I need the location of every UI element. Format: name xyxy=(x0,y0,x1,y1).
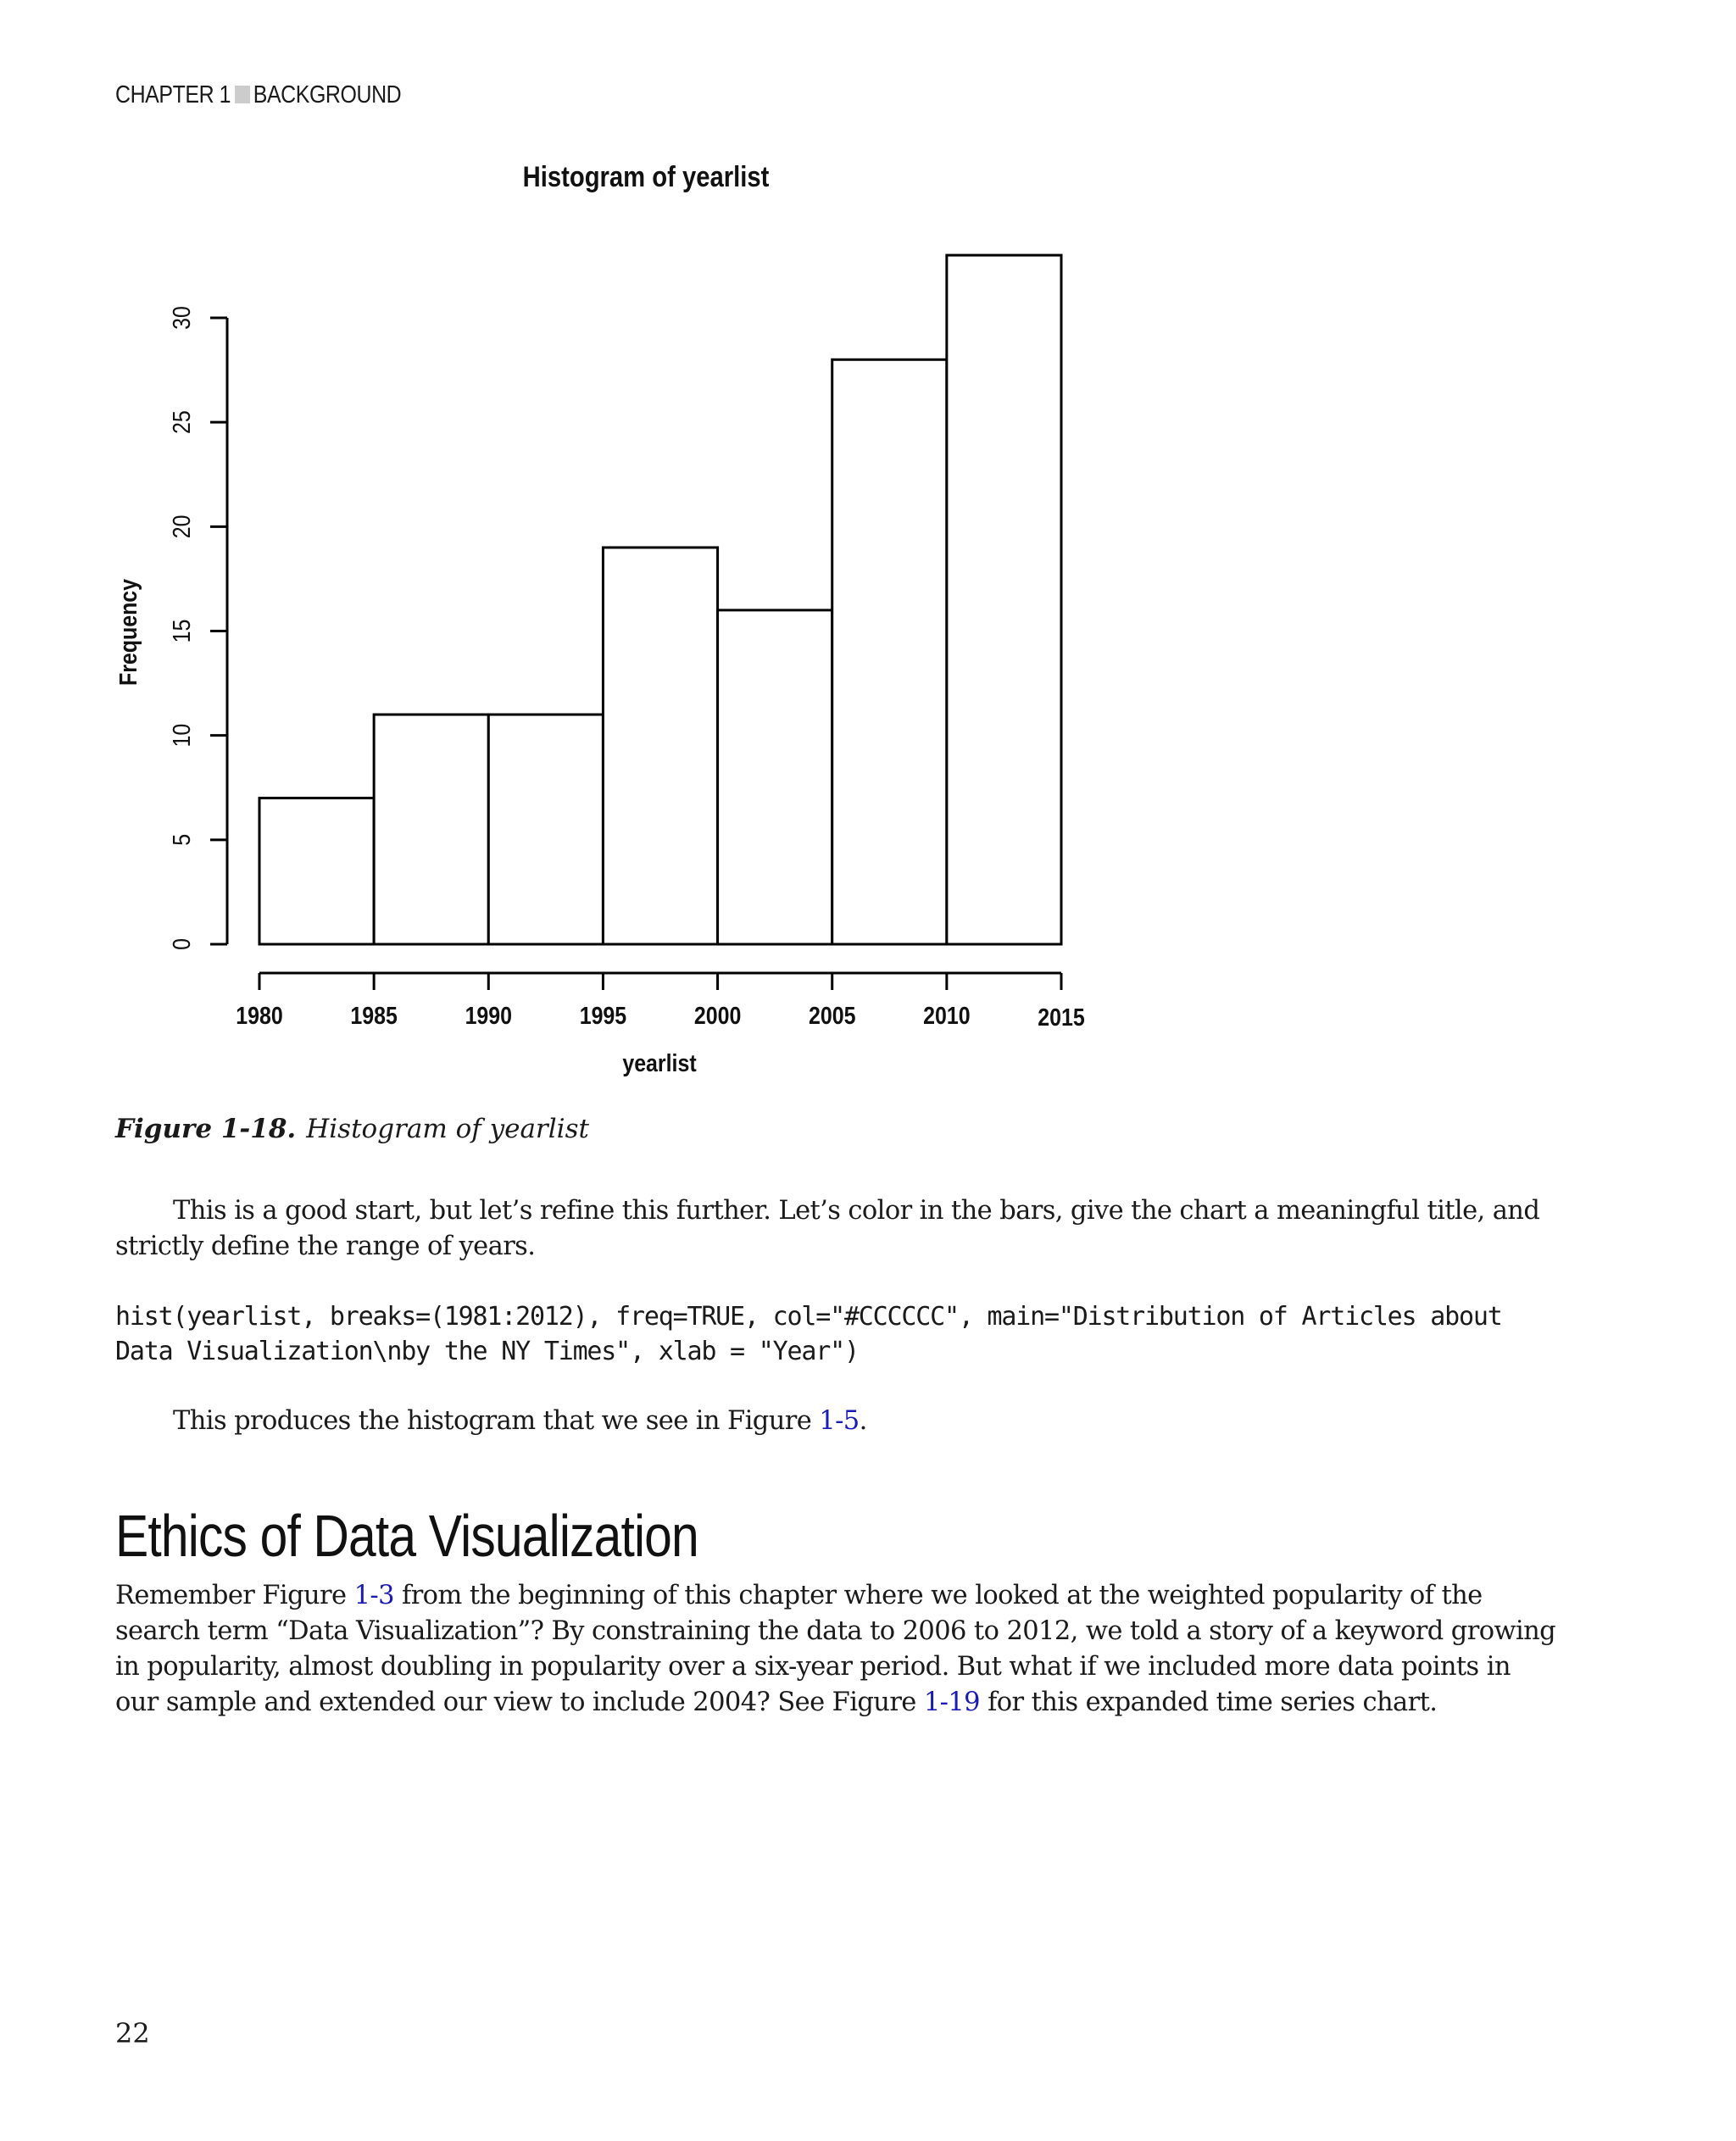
y-tick-label: 20 xyxy=(168,514,196,539)
chapter-label: CHAPTER 1 xyxy=(115,81,231,108)
x-tick-label: 1980 xyxy=(236,1002,283,1030)
section-label: BACKGROUND xyxy=(253,81,402,108)
figure-caption-text: Histogram of yearlist xyxy=(306,1114,589,1144)
y-tick-label: 10 xyxy=(168,723,196,748)
chart-title: Histogram of yearlist xyxy=(522,159,770,193)
code-line-1: hist(yearlist, breaks=(1981:2012), freq=TRUE, col="#CCCCCC", main="Distribution of Articles about xyxy=(115,1302,1502,1332)
y-tick-label: 5 xyxy=(168,833,196,846)
y-tick-label: 15 xyxy=(168,619,196,643)
histogram-bars xyxy=(259,255,1061,944)
y-tick-label: 0 xyxy=(168,938,196,950)
figure-link-1-19[interactable]: 1-19 xyxy=(923,1688,980,1717)
y-tick-label: 25 xyxy=(168,410,196,435)
x-tick-label: 2015 xyxy=(1038,1004,1085,1032)
x-tick-label: 2005 xyxy=(808,1002,856,1030)
histogram-bar xyxy=(718,610,832,944)
code-line-2: Data Visualization\nby the NY Times", xlab = "Year") xyxy=(115,1337,859,1366)
y-axis-label: Frequency xyxy=(114,578,142,687)
x-tick-label: 2000 xyxy=(693,1002,742,1030)
x-axis xyxy=(236,973,1084,1031)
paragraph-3-part-3: for this expanded time series chart. xyxy=(979,1688,1438,1717)
paragraph-2 xyxy=(115,1404,1556,1439)
histogram-bar xyxy=(259,798,374,944)
figure-link-1-3[interactable]: 1-3 xyxy=(353,1581,394,1610)
x-tick-label: 1985 xyxy=(350,1002,398,1030)
code-block xyxy=(115,1299,1502,1369)
y-tick-label: 30 xyxy=(168,306,196,330)
x-tick-label: 1995 xyxy=(579,1002,627,1030)
histogram-bar xyxy=(488,715,603,944)
paragraph-3-part-2: from the beginning of this chapter where we looked at the weighted popularity of the search term “Data Visualization”? By constraining the data to 2006 to 2012, we told a story of a keyword growing in popularity, almost doubling in popularity over a six-year period. But what if we included more data points in our sample and extended our view to include 2004? See Figure xyxy=(115,1581,1556,1717)
paragraph-1: This is a good start, but let’s refine this further. Let’s color in the bars, give the chart a meaningful title, and strictly define the range of years. xyxy=(115,1196,1540,1261)
paragraph-3 xyxy=(115,1578,1556,1721)
figure-number: Figure 1-18. xyxy=(115,1114,297,1144)
y-axis xyxy=(168,306,227,950)
histogram-bar xyxy=(947,255,1061,944)
figure-caption xyxy=(115,1114,589,1144)
figure-link-1-5[interactable]: 1-5 xyxy=(819,1406,860,1436)
x-tick-label: 1990 xyxy=(465,1002,513,1030)
x-axis-label: yearlist xyxy=(622,1049,697,1077)
histogram-bar xyxy=(374,715,488,944)
histogram-bar xyxy=(832,359,947,944)
paragraph-3-part-1: Remember Figure xyxy=(115,1581,354,1610)
paragraph-2-end: . xyxy=(859,1406,867,1436)
page-number: 22 xyxy=(115,2017,150,2049)
histogram-bar xyxy=(603,548,717,944)
paragraph-2-text: This produces the histogram that we see in Figure xyxy=(173,1406,820,1436)
x-tick-label: 2010 xyxy=(923,1002,971,1030)
section-heading: Ethics of Data Visualization xyxy=(115,1503,698,1569)
